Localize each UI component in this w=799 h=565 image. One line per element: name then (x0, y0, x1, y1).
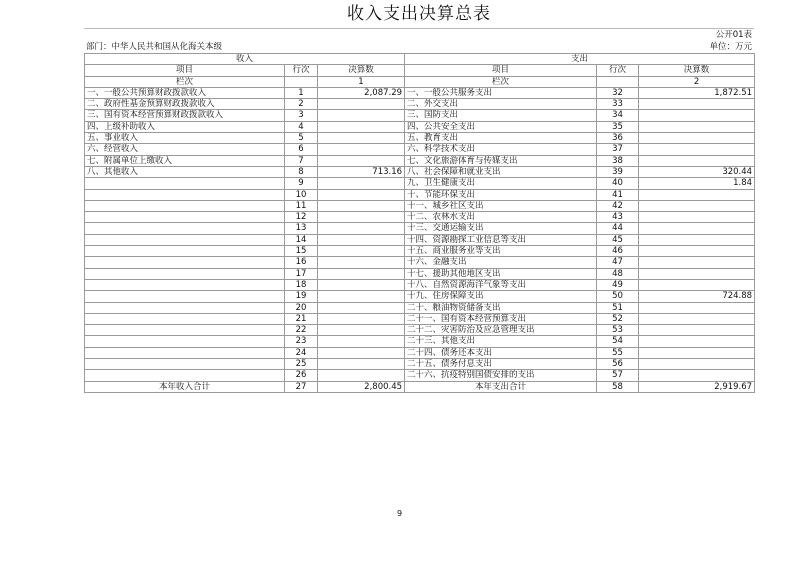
table-row (85, 313, 755, 324)
ex-no-cell: 39 (597, 166, 639, 177)
in-no-cell: 9 (285, 178, 318, 189)
ex-no-cell: 54 (597, 336, 639, 347)
in-amt-cell (318, 268, 405, 279)
in-name-cell (85, 268, 285, 279)
ex-no-cell: 52 (597, 313, 639, 324)
in-amt-cell: 713.16 (318, 166, 405, 177)
total-income-row: 27 (285, 381, 318, 392)
ex-name-cell: 二、外交支出 (405, 99, 597, 110)
ex-amt-cell (639, 110, 755, 121)
in-amt-cell (318, 144, 405, 155)
ex-name-cell: 十四、资源勘探工业信息等支出 (405, 234, 597, 245)
in-no-cell: 24 (285, 347, 318, 358)
in-name-cell (85, 257, 285, 268)
in-amt-cell (318, 189, 405, 200)
in-no-cell: 12 (285, 212, 318, 223)
ex-amt-cell (639, 336, 755, 347)
ex-amt-cell (639, 133, 755, 144)
table-row (85, 110, 755, 121)
ex-name-cell: 十二、农林水支出 (405, 212, 597, 223)
in-name-cell (85, 291, 285, 302)
in-amt-cell (318, 99, 405, 110)
ex-name-cell: 二十三、其他支出 (405, 336, 597, 347)
in-no-cell: 26 (285, 370, 318, 381)
ex-amt-cell (639, 370, 755, 381)
report-table (84, 53, 755, 393)
in-name-cell: 八、其他收入 (85, 166, 285, 177)
header-item-income: 项目 (85, 65, 285, 76)
in-amt-cell (318, 279, 405, 290)
section-expense: 支出 (405, 54, 755, 65)
ex-no-cell: 34 (597, 110, 639, 121)
ex-amt-cell (639, 347, 755, 358)
ex-no-cell: 40 (597, 178, 639, 189)
ex-amt-cell: 1,872.51 (639, 87, 755, 98)
ex-name-cell: 十一、城乡社区支出 (405, 200, 597, 211)
ex-amt-cell (639, 155, 755, 166)
in-no-cell: 7 (285, 155, 318, 166)
ex-name-cell: 十六、金融支出 (405, 257, 597, 268)
ex-amt-cell (639, 144, 755, 155)
ex-name-cell: 十八、自然资源海洋气象等支出 (405, 279, 597, 290)
ex-name-cell: 五、教育支出 (405, 133, 597, 144)
ex-amt-cell (639, 268, 755, 279)
in-name-cell: 二、政府性基金预算财政拨款收入 (85, 99, 285, 110)
ex-no-cell: 45 (597, 234, 639, 245)
ex-amt-cell (639, 212, 755, 223)
in-name-cell (85, 178, 285, 189)
form-code: 公开01表 (715, 30, 753, 40)
in-name-cell (85, 223, 285, 234)
ex-amt-cell (639, 200, 755, 211)
ex-name-cell: 十三、交通运输支出 (405, 223, 597, 234)
ex-name-cell: 二十四、债务还本支出 (405, 347, 597, 358)
table-row (85, 246, 755, 257)
ex-no-cell: 35 (597, 121, 639, 132)
in-amt-cell (318, 200, 405, 211)
in-amt-cell (318, 257, 405, 268)
ex-no-cell: 50 (597, 291, 639, 302)
in-no-cell: 23 (285, 336, 318, 347)
in-no-cell: 18 (285, 279, 318, 290)
table-row (85, 234, 755, 245)
ex-no-cell: 43 (597, 212, 639, 223)
table-row (85, 166, 755, 177)
ex-amt-cell (639, 223, 755, 234)
ex-name-cell: 一、一般公共服务支出 (405, 87, 597, 98)
ex-no-cell: 49 (597, 279, 639, 290)
header-row-income: 行次 (285, 65, 318, 76)
in-amt-cell (318, 325, 405, 336)
in-name-cell (85, 302, 285, 313)
ex-amt-cell (639, 99, 755, 110)
header-item-expense: 项目 (405, 65, 597, 76)
ex-amt-cell (639, 246, 755, 257)
in-no-cell: 14 (285, 234, 318, 245)
in-name-cell (85, 200, 285, 211)
in-amt-cell (318, 313, 405, 324)
in-no-cell: 4 (285, 121, 318, 132)
in-no-cell: 13 (285, 223, 318, 234)
in-name-cell: 五、事业收入 (85, 133, 285, 144)
ex-amt-cell: 724.88 (639, 291, 755, 302)
ex-no-cell: 32 (597, 87, 639, 98)
table-row (85, 155, 755, 166)
in-amt-cell (318, 234, 405, 245)
ex-name-cell: 六、科学技术支出 (405, 144, 597, 155)
in-amt-cell (318, 370, 405, 381)
ex-amt-cell (639, 313, 755, 324)
ex-amt-cell (639, 189, 755, 200)
ex-amt-cell (639, 121, 755, 132)
table-row (85, 200, 755, 211)
in-no-cell: 15 (285, 246, 318, 257)
ex-name-cell: 八、社会保障和就业支出 (405, 166, 597, 177)
in-no-cell: 11 (285, 200, 318, 211)
ex-amt-cell (639, 257, 755, 268)
in-name-cell (85, 212, 285, 223)
in-amt-cell (318, 133, 405, 144)
in-amt-cell (318, 359, 405, 370)
ex-name-cell: 三、国防支出 (405, 110, 597, 121)
table-row (85, 189, 755, 200)
in-no-cell: 10 (285, 189, 318, 200)
table-row (85, 257, 755, 268)
in-amt-cell (318, 336, 405, 347)
table-row (85, 336, 755, 347)
ex-name-cell: 二十一、国有资本经营预算支出 (405, 313, 597, 324)
in-name-cell: 四、上级补助收入 (85, 121, 285, 132)
in-name-cell: 三、国有资本经营预算财政拨款收入 (85, 110, 285, 121)
table-row (85, 212, 755, 223)
ex-no-cell: 51 (597, 302, 639, 313)
in-name-cell: 一、一般公共预算财政拨款收入 (85, 87, 285, 98)
col-label-income: 栏次 (85, 76, 285, 87)
page-title: 收入支出决算总表 (84, 0, 754, 29)
ex-amt-cell (639, 302, 755, 313)
ex-name-cell: 九、卫生健康支出 (405, 178, 597, 189)
header-row-expense: 行次 (597, 65, 639, 76)
table-row (85, 133, 755, 144)
total-expense-row: 58 (597, 381, 639, 392)
ex-no-cell: 56 (597, 359, 639, 370)
ex-no-cell: 53 (597, 325, 639, 336)
total-income-label: 本年收入合计 (85, 381, 285, 392)
total-expense-amount: 2,919.67 (639, 381, 755, 392)
header-amount-expense: 决算数 (639, 65, 755, 76)
ex-name-cell: 四、公共安全支出 (405, 121, 597, 132)
in-name-cell (85, 325, 285, 336)
col-number-income: 1 (318, 76, 405, 87)
ex-no-cell: 38 (597, 155, 639, 166)
in-name-cell (85, 370, 285, 381)
table-row (85, 87, 755, 98)
in-amt-cell (318, 291, 405, 302)
in-no-cell: 17 (285, 268, 318, 279)
header-amount-income: 决算数 (318, 65, 405, 76)
table-row (85, 302, 755, 313)
in-no-cell: 3 (285, 110, 318, 121)
in-name-cell (85, 279, 285, 290)
in-amt-cell (318, 302, 405, 313)
in-no-cell: 1 (285, 87, 318, 98)
table-body (85, 87, 755, 381)
ex-no-cell: 46 (597, 246, 639, 257)
ex-name-cell: 十五、商业服务业等支出 (405, 246, 597, 257)
in-name-cell (85, 347, 285, 358)
table-row (85, 223, 755, 234)
in-no-cell: 21 (285, 313, 318, 324)
in-no-cell: 6 (285, 144, 318, 155)
in-amt-cell (318, 155, 405, 166)
ex-amt-cell (639, 234, 755, 245)
ex-amt-cell (639, 359, 755, 370)
col-label-expense: 栏次 (405, 76, 597, 87)
ex-amt-cell (639, 279, 755, 290)
table-row (85, 325, 755, 336)
in-amt-cell (318, 178, 405, 189)
in-name-cell: 六、经营收入 (85, 144, 285, 155)
in-amt-cell (318, 347, 405, 358)
table-row (85, 279, 755, 290)
table-row (85, 291, 755, 302)
table-row (85, 359, 755, 370)
in-amt-cell (318, 223, 405, 234)
in-no-cell: 8 (285, 166, 318, 177)
in-no-cell: 22 (285, 325, 318, 336)
department-label: 部门：中华人民共和国从化海关本级 (86, 42, 223, 52)
in-name-cell (85, 189, 285, 200)
table-row (85, 121, 755, 132)
page-number: 9 (396, 509, 403, 518)
ex-name-cell: 二十六、抗疫特别国债安排的支出 (405, 370, 597, 381)
in-name-cell (85, 234, 285, 245)
ex-name-cell: 二十二、灾害防治及应急管理支出 (405, 325, 597, 336)
ex-name-cell: 七、文化旅游体育与传媒支出 (405, 155, 597, 166)
in-no-cell: 25 (285, 359, 318, 370)
in-amt-cell: 2,087.29 (318, 87, 405, 98)
ex-amt-cell (639, 325, 755, 336)
in-name-cell (85, 313, 285, 324)
ex-no-cell: 41 (597, 189, 639, 200)
ex-no-cell: 57 (597, 370, 639, 381)
unit-label: 单位：万元 (709, 42, 753, 52)
table-row (85, 178, 755, 189)
in-amt-cell (318, 121, 405, 132)
ex-no-cell: 47 (597, 257, 639, 268)
ex-name-cell: 十、节能环保支出 (405, 189, 597, 200)
ex-amt-cell: 320.44 (639, 166, 755, 177)
ex-name-cell: 二十、粮油物资储备支出 (405, 302, 597, 313)
table-row (85, 268, 755, 279)
ex-no-cell: 42 (597, 200, 639, 211)
in-amt-cell (318, 246, 405, 257)
in-amt-cell (318, 212, 405, 223)
report-sheet (84, 0, 754, 393)
ex-no-cell: 33 (597, 99, 639, 110)
in-name-cell (85, 336, 285, 347)
ex-amt-cell: 1.84 (639, 178, 755, 189)
table-row (85, 370, 755, 381)
ex-name-cell: 二十五、债务付息支出 (405, 359, 597, 370)
in-no-cell: 2 (285, 99, 318, 110)
in-no-cell: 20 (285, 302, 318, 313)
section-income: 收入 (85, 54, 405, 65)
ex-no-cell: 36 (597, 133, 639, 144)
table-row (85, 144, 755, 155)
in-no-cell: 5 (285, 133, 318, 144)
table-row (85, 347, 755, 358)
ex-no-cell: 44 (597, 223, 639, 234)
ex-name-cell: 十七、援助其他地区支出 (405, 268, 597, 279)
ex-name-cell: 十九、住房保障支出 (405, 291, 597, 302)
in-name-cell: 七、附属单位上缴收入 (85, 155, 285, 166)
table-row (85, 99, 755, 110)
in-name-cell (85, 246, 285, 257)
ex-no-cell: 48 (597, 268, 639, 279)
ex-no-cell: 37 (597, 144, 639, 155)
total-income-amount: 2,800.45 (318, 381, 405, 392)
in-name-cell (85, 359, 285, 370)
in-no-cell: 19 (285, 291, 318, 302)
in-amt-cell (318, 110, 405, 121)
ex-no-cell: 55 (597, 347, 639, 358)
col-number-expense: 2 (639, 76, 755, 87)
in-no-cell: 16 (285, 257, 318, 268)
meta-table (84, 29, 754, 53)
total-expense-label: 本年支出合计 (405, 381, 597, 392)
